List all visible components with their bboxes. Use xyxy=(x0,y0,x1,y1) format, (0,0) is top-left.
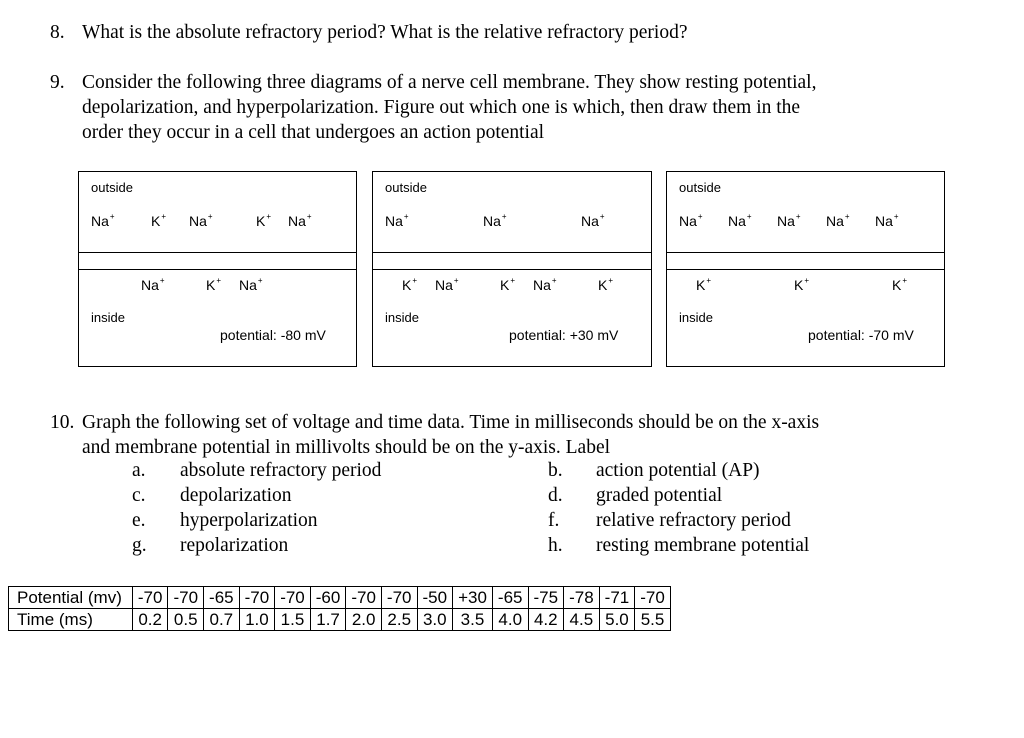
question-number: 9. xyxy=(50,72,65,93)
list-item: depolarization xyxy=(180,485,292,506)
question-8 xyxy=(50,20,1010,45)
table-row-potential xyxy=(9,587,671,609)
ion: K+ xyxy=(206,276,222,293)
label-list xyxy=(0,460,1024,560)
data-table xyxy=(8,586,671,631)
ion: Na+ xyxy=(385,212,409,229)
table-cell: -60 xyxy=(310,587,346,609)
table-cell: 0.5 xyxy=(168,609,204,631)
ion: K+ xyxy=(794,276,810,293)
table-row-time xyxy=(9,609,671,631)
inside-label: inside xyxy=(679,310,713,325)
outside-label: outside xyxy=(385,180,427,195)
ion: Na+ xyxy=(826,212,850,229)
question-text-line: Graph the following set of voltage and time data. Time in milliseconds should be on the x-axis xyxy=(82,412,820,433)
potential-label: potential: -80 mV xyxy=(220,327,326,343)
ion: K+ xyxy=(598,276,614,293)
table-cell: -50 xyxy=(417,587,453,609)
cell-membrane xyxy=(373,252,651,270)
membrane-diagram-3 xyxy=(666,171,945,367)
ion: Na+ xyxy=(141,276,165,293)
ion: K+ xyxy=(151,212,167,229)
table-cell: 5.5 xyxy=(635,609,671,631)
membrane-diagram-1 xyxy=(78,171,357,367)
list-letter: a. xyxy=(132,460,146,481)
table-cell: 4.0 xyxy=(492,609,528,631)
inside-label: inside xyxy=(385,310,419,325)
table-cell: 5.0 xyxy=(599,609,635,631)
outside-label: outside xyxy=(91,180,133,195)
table-cell: -65 xyxy=(492,587,528,609)
table-cell: +30 xyxy=(453,587,493,609)
table-cell: -75 xyxy=(528,587,564,609)
list-letter: d. xyxy=(548,485,563,506)
ion: K+ xyxy=(402,276,418,293)
list-letter: h. xyxy=(548,535,563,556)
table-cell: -70 xyxy=(239,587,275,609)
question-number: 8. xyxy=(50,22,65,43)
table-cell: 0.7 xyxy=(204,609,240,631)
ion: K+ xyxy=(256,212,272,229)
table-cell: 2.5 xyxy=(381,609,417,631)
ion: Na+ xyxy=(91,212,115,229)
ion: Na+ xyxy=(483,212,507,229)
list-item: repolarization xyxy=(180,535,289,556)
table-cell: 0.2 xyxy=(132,609,168,631)
ion: Na+ xyxy=(581,212,605,229)
list-item: action potential (AP) xyxy=(596,460,760,481)
ion: K+ xyxy=(892,276,908,293)
table-cell: 3.5 xyxy=(453,609,493,631)
question-text-line: What is the absolute refractory period? What is the relative refractory period? xyxy=(82,22,688,43)
cell-membrane xyxy=(79,252,356,270)
table-cell: -70 xyxy=(168,587,204,609)
table-cell: -70 xyxy=(132,587,168,609)
ion: K+ xyxy=(696,276,712,293)
ion: Na+ xyxy=(875,212,899,229)
potential-label: potential: -70 mV xyxy=(808,327,914,343)
list-letter: b. xyxy=(548,460,563,481)
table-cell: 4.5 xyxy=(564,609,600,631)
list-letter: f. xyxy=(548,510,560,531)
potential-label: potential: +30 mV xyxy=(509,327,619,343)
table-cell: -65 xyxy=(204,587,240,609)
table-cell: -70 xyxy=(346,587,382,609)
ion: Na+ xyxy=(288,212,312,229)
ion: Na+ xyxy=(239,276,263,293)
cell-membrane xyxy=(667,252,944,270)
inside-label: inside xyxy=(91,310,125,325)
list-item: absolute refractory period xyxy=(180,460,382,481)
table-cell: -70 xyxy=(381,587,417,609)
row-header: Potential (mv) xyxy=(9,587,133,609)
list-letter: g. xyxy=(132,535,147,556)
question-number: 10. xyxy=(50,412,75,433)
table-cell: 1.5 xyxy=(275,609,311,631)
question-text-line: depolarization, and hyperpolarization. Figure out which one is which, then draw them in the xyxy=(82,97,801,118)
list-item: graded potential xyxy=(596,485,723,506)
ion: Na+ xyxy=(533,276,557,293)
table-cell: 2.0 xyxy=(346,609,382,631)
list-item: relative refractory period xyxy=(596,510,791,531)
table-cell: 3.0 xyxy=(417,609,453,631)
table-cell: -71 xyxy=(599,587,635,609)
question-text-line: Consider the following three diagrams of a nerve cell membrane. They show resting potential, xyxy=(82,72,817,93)
ion: Na+ xyxy=(189,212,213,229)
row-header: Time (ms) xyxy=(9,609,133,631)
ion: Na+ xyxy=(728,212,752,229)
list-letter: c. xyxy=(132,485,146,506)
table-cell: -78 xyxy=(564,587,600,609)
ion: Na+ xyxy=(679,212,703,229)
ion: Na+ xyxy=(435,276,459,293)
table-cell: 1.0 xyxy=(239,609,275,631)
list-item: resting membrane potential xyxy=(596,535,810,556)
question-text-line: and membrane potential in millivolts should be on the y-axis. Label xyxy=(82,437,611,458)
table-cell: 4.2 xyxy=(528,609,564,631)
list-item: hyperpolarization xyxy=(180,510,318,531)
ion: Na+ xyxy=(777,212,801,229)
list-letter: e. xyxy=(132,510,146,531)
table-cell: -70 xyxy=(635,587,671,609)
outside-label: outside xyxy=(679,180,721,195)
table-cell: 1.7 xyxy=(310,609,346,631)
membrane-diagram-2 xyxy=(372,171,652,367)
question-9 xyxy=(50,70,1010,145)
question-10 xyxy=(50,410,1010,460)
ion: K+ xyxy=(500,276,516,293)
question-text-line: order they occur in a cell that undergoes an action potential xyxy=(82,122,545,143)
table-cell: -70 xyxy=(275,587,311,609)
